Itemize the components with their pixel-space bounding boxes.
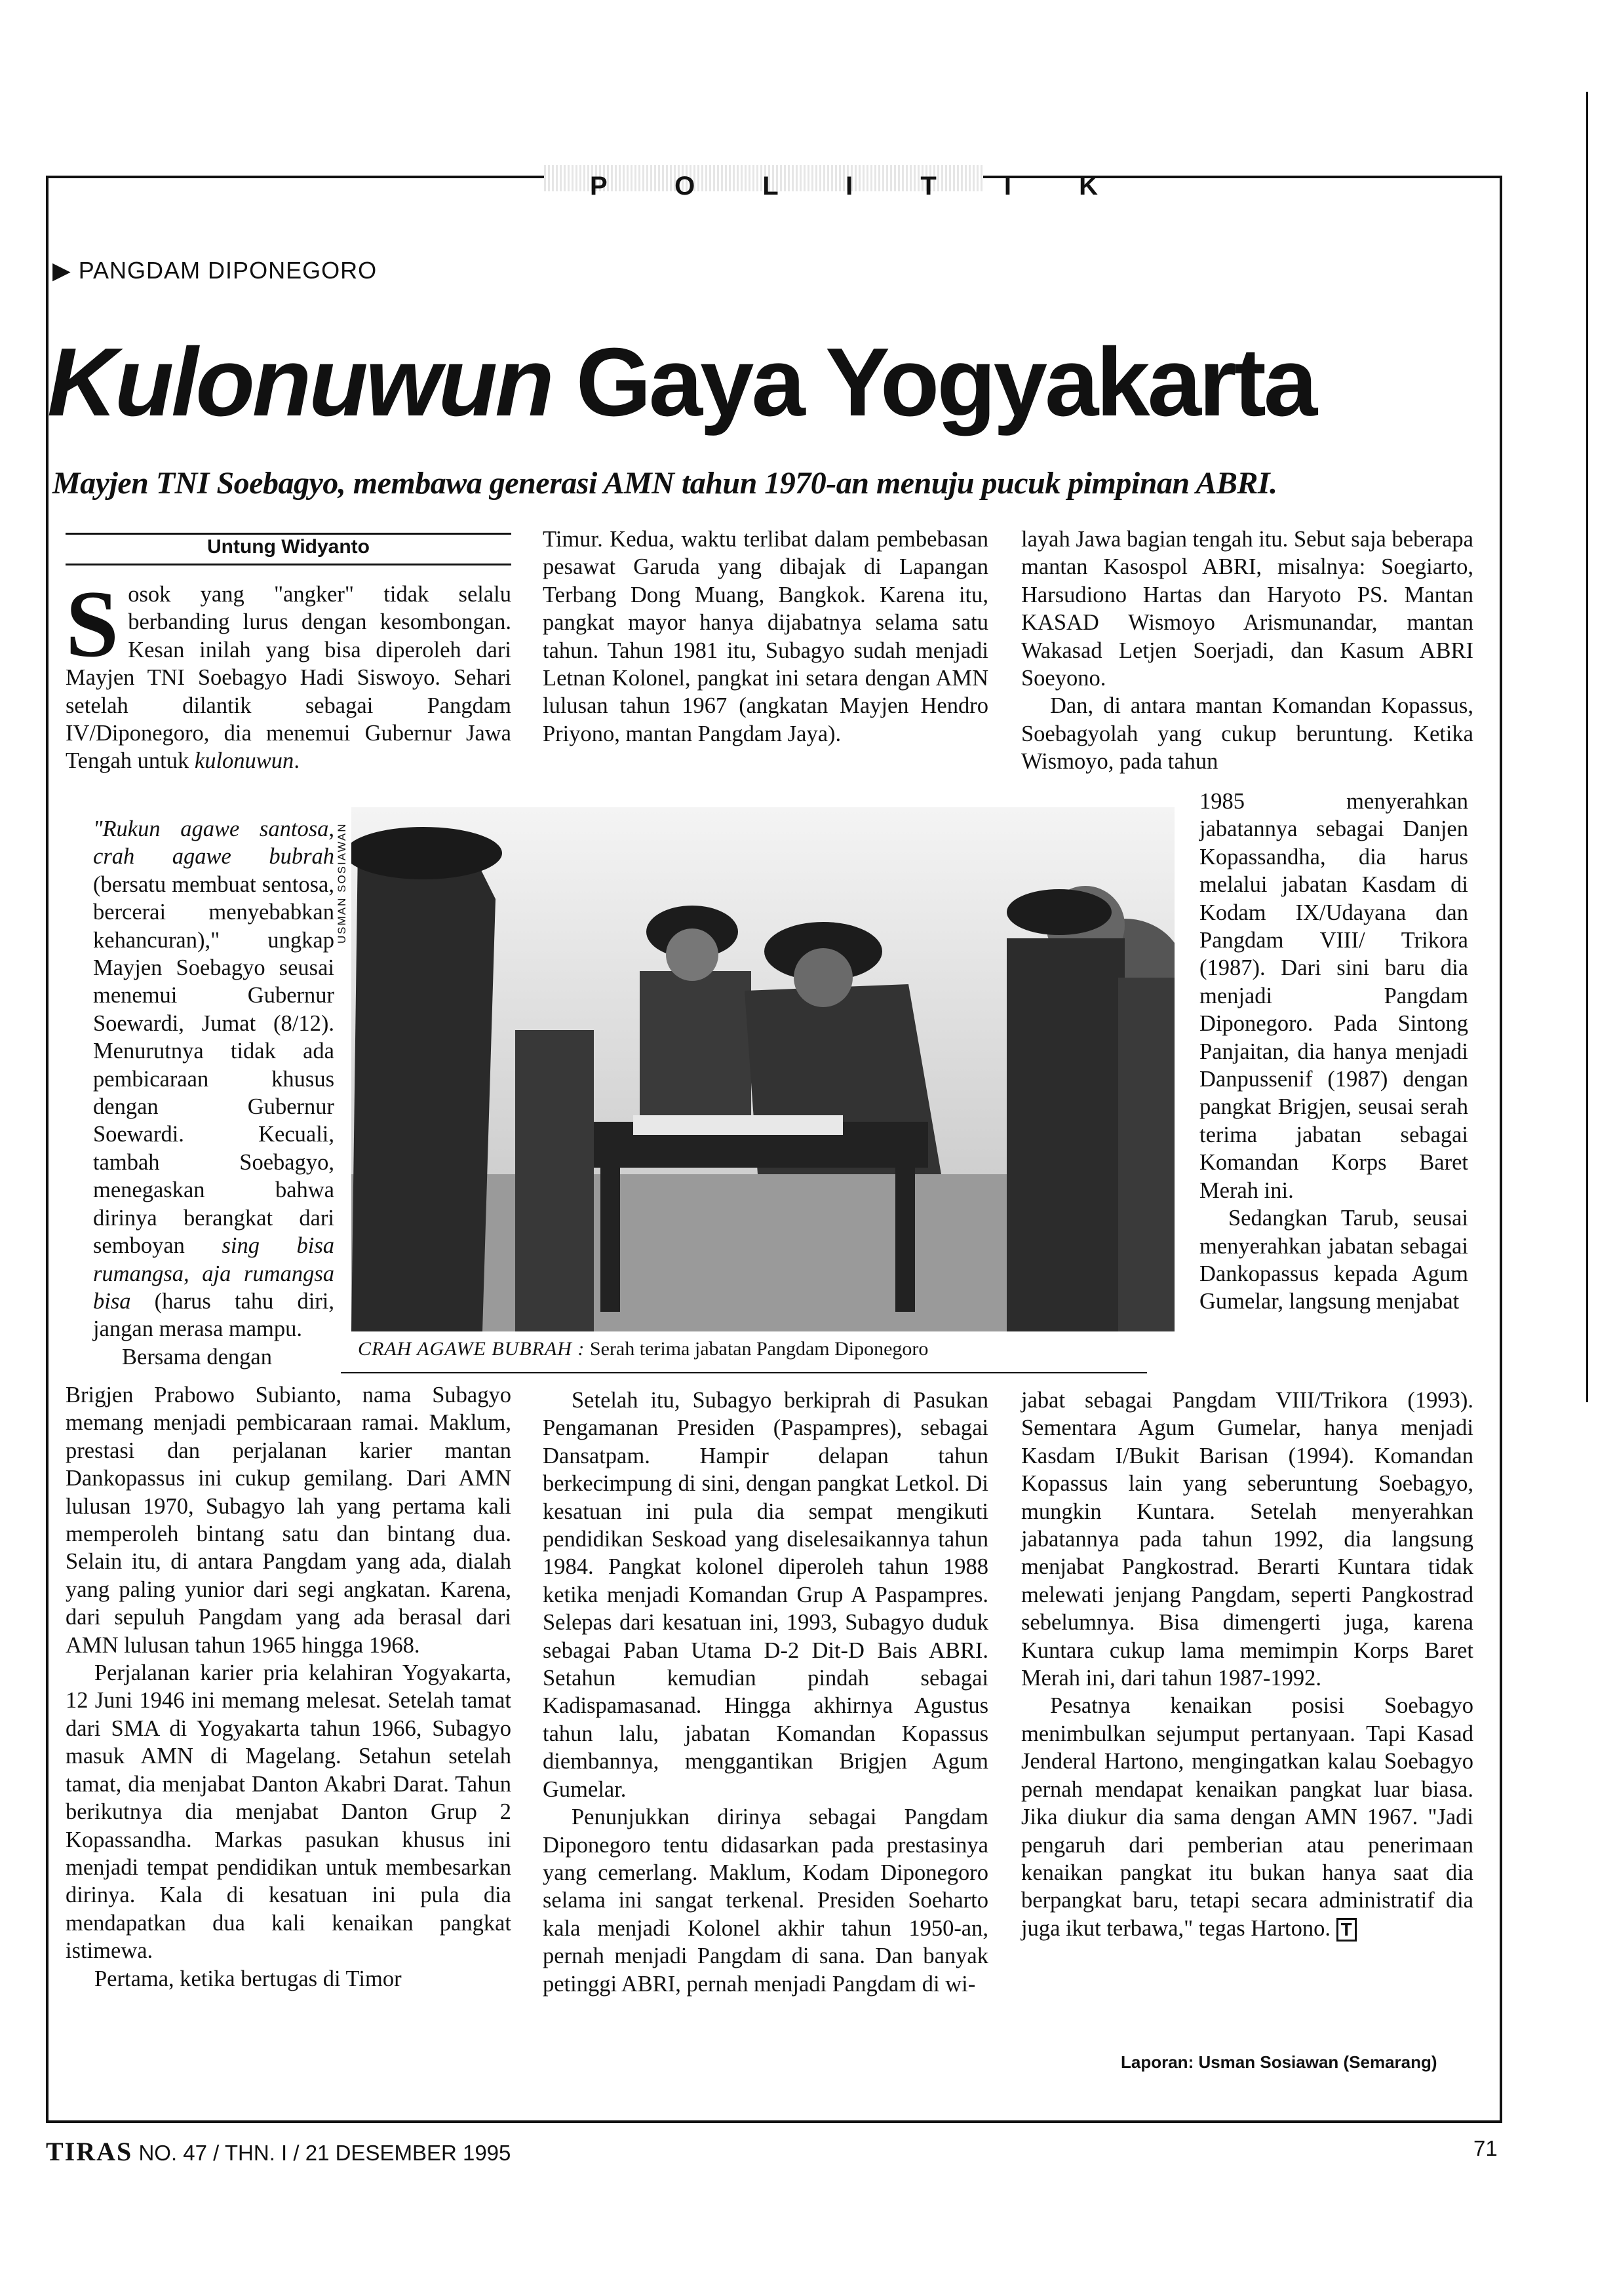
photo-credit: USMAN SOSIAWAN (336, 822, 348, 944)
column-1-narrow (93, 815, 334, 1371)
section-rule-left (47, 176, 545, 178)
magazine-name: TIRAS (46, 2137, 133, 2166)
col1-paragraph-3: Brigjen Prabowo Subianto, nama Subagyo memang menjadi pembicaraan ramai. Maklum, prestasi dan perjalanan karier mantan Dankopassus ini cukup gemilang. Dari AMN lulusan 1970, Subagyo lah yang pertama kali memperoleh bintang satu dan bintang dua. Selain itu, di antara Pangdam yang ada, dialah yang paling yunior dari segi angkatan. Karena, dari sepuluh Pangdam yang ada berasal dari AMN lulusan tahun 1965 hingga 1968. (66, 1383, 511, 1658)
footer-issue (46, 2136, 511, 2167)
col2-paragraph-3: Penunjukkan dirinya sebagai Pangdam Diponegoro tentu didasarkan pada prestasinya yang cemerlang. Maklum, Kodam Diponegoro selama ini sangat terkenal. Presiden Soeharto kala menjadi Kolonel akhir tahun 1950-an, pernah menjadi Pangdam di sana. Dan banyak petinggi ABRI, pernah menjadi Pangdam di wi- (543, 1805, 988, 1997)
issue-info: NO. 47 / THN. I / 21 DESEMBER 1995 (138, 2141, 511, 2165)
right-frame (1500, 176, 1502, 2122)
col1-paragraph-3-start: Bersama dengan (122, 1344, 272, 1369)
page-number: 71 (1473, 2136, 1498, 2160)
column-2-bottom (543, 1387, 988, 1998)
headline (47, 328, 1315, 436)
left-frame (46, 176, 49, 2122)
photo-image (351, 807, 1175, 1331)
column-2-top (543, 526, 988, 748)
byline-rule-bottom (66, 564, 511, 565)
bottom-rule (46, 2120, 1502, 2123)
photo-caption (358, 1338, 928, 1360)
headline-part2: Gaya Yogyakarta (575, 328, 1315, 436)
photo (351, 807, 1175, 1331)
byline: Untung Widyanto (206, 536, 370, 558)
caption-rule (341, 1372, 1147, 1373)
column-1-top (66, 571, 511, 775)
end-mark-icon: T (1336, 1918, 1357, 1942)
col1-paragraph-1: Sosok yang "angker" tidak selalu berbanding lurus dengan kesombongan. Kesan inilah yang bisa diperoleh dari Mayjen TNI Soebagyo Hadi Siswoyo. Sehari setelah dilantik sebagai Pangdam IV/Diponegoro, dia menemui Gubernur Jawa Tengah untuk kulonuwun. (66, 571, 511, 774)
column-3-top (1021, 526, 1473, 776)
col3-paragraph-3: jabat sebagai Pangdam VIII/Trikora (1993). Sementara Agum Gumelar, hanya menjadi Kasdam I/Bukit Barisan (1994). Komandan Kopassus lain yang seberuntung Soebagyo, mungkin Kuntara. Setelah menyerahkan jabatannya pada tahun 1992, dia langsung menjabat Pangkostrad. Berarti Kuntara tidak melewati jenjang Pangdam, seperti Pangkostrad sebelumnya. Bisa dimengerti juga, karena Kuntara cukup lama memimpin Korps Baret Merah ini, dari tahun 1987-1992. (1021, 1388, 1473, 1691)
column-3-bottom (1021, 1387, 1473, 1942)
col1-paragraph-4: Perjalanan karier pria kelahiran Yogyakarta, 12 Juni 1946 ini memang melesat. Setelah tamat dari SMA di Yogyakarta tahun 1966, Subagyo masuk AMN di Magelang. Setahun setelah tamat, dia menjabat Danton Akabri Darat. Tahun berikutnya dia menjabat Danton Grup 2 Kopassandha. Markas pasukan khusus ini menjadi tempat pendidikan untuk membesarkan dirinya. Kala di kesatuan ini pula dia mendapatkan dua kali kenaikan pangkat istimewa. (66, 1660, 511, 1964)
page-edge-line (1586, 92, 1588, 1402)
column-1-bottom (66, 1381, 511, 1993)
caption-lead: CRAH AGAWE BUBRAH : (358, 1338, 585, 1360)
drop-cap: S (66, 571, 119, 677)
col1-paragraph-5: Pertama, ketika bertugas di Timor (94, 1966, 402, 1991)
report-credit: Laporan: Usman Sosiawan (Semarang) (1121, 2052, 1437, 2072)
col1-paragraph-2: "Rukun agawe santosa, crah agawe bubrah (bersatu membuat sentosa, bercerai menyebabkan kehancuran)," ungkap Mayjen Soebagyo seusai menemui Gubernur Soewardi, Jumat (8/12). Menurutnya tidak ada pembicaraan khusus dengan Gubernur Soewardi. Kecuali, tambah Soebagyo, menegaskan bahwa dirinya berangkat dari semboyan sing bisa rumangsa, aja rumangsa bisa (harus tahu diri, jangan merasa mampu. (93, 816, 334, 1342)
col3-paragraph-2-cont: 1985 menyerahkan jabatannya sebagai Danjen Kopassandha, dia harus melalui jabatan Kasdam di Kodam IX/Udayana dan Pangdam VIII/ Trikora (1987). Dari sini baru dia menjadi Pangdam Diponegoro. Pada Sintong Panjaitan, dia hanya menjadi Danpussenif (1987) dengan pangkat Brigjen, seusai serah terima jabatan sebagai Komandan Korps Baret Merah ini. (1199, 789, 1468, 1203)
kicker-text: PANGDAM DIPONEGORO (78, 257, 378, 284)
col2-paragraph-2: Setelah itu, Subagyo berkiprah di Pasukan Pengamanan Presiden (Paspampres), sebagai Dansatpam. Hampir delapan tahun berkecimpung di sini, dengan pangkat Letkol. Di kesatuan ini pula dia sempat mengikuti pendidikan Seskoad yang diselesaikannya tahun 1984. Pangkat kolonel diperoleh tahun 1988 ketika menjadi Komandan Grup A Paspampres. Selepas dari kesatuan ini, 1993, Subagyo duduk sebagai Paban Utama D-2 Dit-D Bais ABRI. Setahun kemudian pindah sebagai Kadispamasanad. Hingga akhirnya Agustus tahun lalu, jabatan Komandan Kopassus diembannya, menggantikan Brigjen Agum Gumelar. (543, 1388, 988, 1802)
col3-paragraph-3-start: Sedangkan Tarub, seusai menyerahkan jabatan sebagai Dankopassus kepada Agum Gumelar, langsung menjabat (1199, 1206, 1468, 1314)
triangle-icon: ▶ (52, 257, 71, 284)
col3-paragraph-1: layah Jawa bagian tengah itu. Sebut saja beberapa mantan Kasospol ABRI, misalnya: Soegiarto, Harsudiono Hartas dan Haryoto PS. Mantan KASAD Wismoyo Arismunandar, mantan Wakasad Letjen Soerjadi, dan Kasum ABRI Soeyono. (1021, 527, 1473, 691)
deck: Mayjen TNI Soebagyo, membawa generasi AMN tahun 1970-an menuju pucuk pimpinan ABRI. (52, 466, 1277, 501)
headline-part1: Kulonuwun (47, 328, 552, 436)
kicker (52, 257, 377, 284)
col2-paragraph-1: Timur. Kedua, waktu terlibat dalam pembebasan pesawat Garuda yang dibajak di Lapangan Terbang Dong Muang, Bangkok. Karena itu, pangkat mayor hanya dijabatnya selama satu tahun. Tahun 1981 itu, Subagyo sudah menjadi Letnan Kolonel, pangkat ini setara dengan AMN lulusan tahun 1967 (angkatan Mayjen Hendro Priyono, mantan Pangdam Jaya). (543, 527, 988, 746)
col3-paragraph-4: Pesatnya kenaikan posisi Soebagyo menimbulkan sejumput pertanyaan. Tapi Kasad Jenderal Hartono, mengingatkan kalau Soebagyo pernah mendapat kenaikan pangkat luar biasa. Jika diukur dia sama dengan AMN 1967. "Jadi pengaruh dari pemberian atau penerimaan kenaikan pangkat itu bukan hanya saat dia berpangkat baru, tetapi secara administratif dia juga ikut terbawa," tegas Hartono. T (1021, 1693, 1473, 1941)
caption-text: Serah terima jabatan Pangdam Diponegoro (589, 1338, 929, 1360)
byline-rule-top (66, 533, 511, 535)
section-label: P O L I T I K (590, 172, 1129, 201)
column-3-narrow (1199, 788, 1468, 1316)
col3-paragraph-2: Dan, di antara mantan Komandan Kopassus, Soebagyolah yang cukup beruntung. Ketika Wismoyo, pada tahun (1021, 693, 1473, 775)
